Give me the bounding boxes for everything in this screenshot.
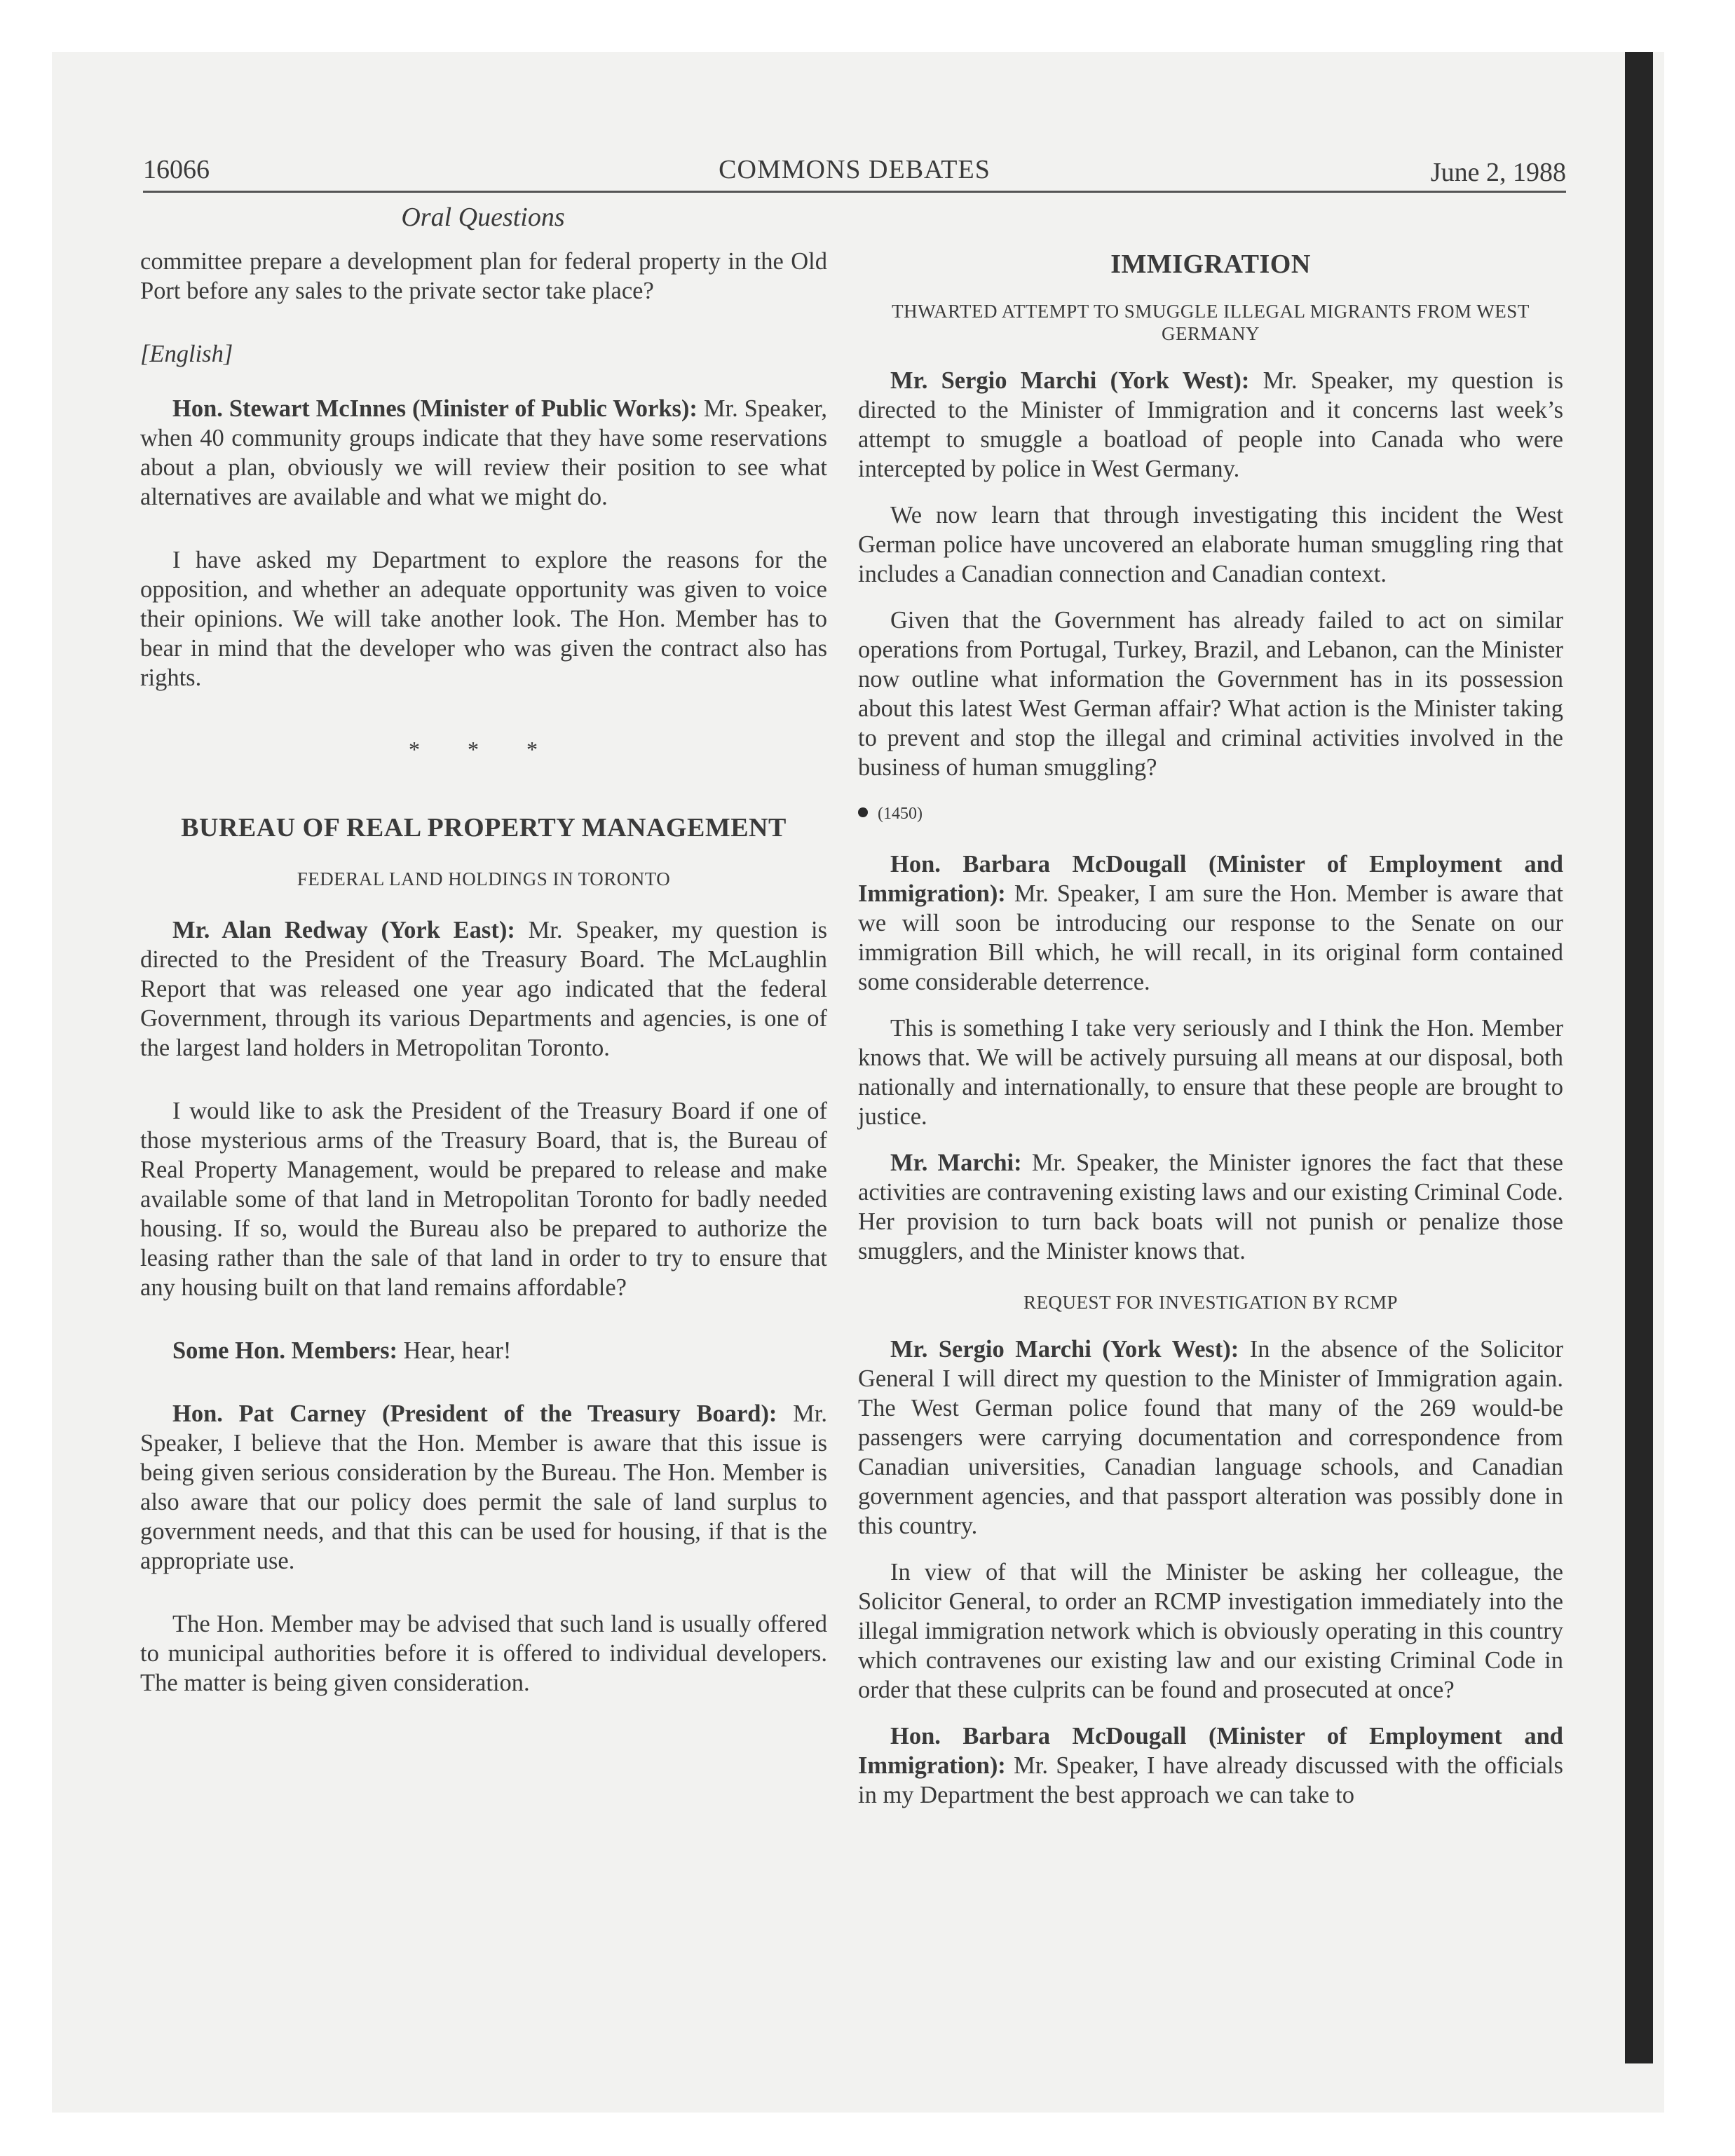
page-header [143, 151, 1566, 193]
speech-paragraph [140, 1399, 827, 1576]
speech-text: Mr. Speaker, my question is directed to the Minister of Immigration and it concerns last week’s attempt to smuggle a boatload of people into Canada who were intercepted by police in West Germany. [858, 367, 1564, 482]
section-label: Oral Questions [401, 203, 565, 232]
speech-paragraph [858, 366, 1563, 484]
section-heading: IMMIGRATION [1110, 250, 1311, 279]
right-column [858, 247, 1563, 1810]
left-column [140, 247, 827, 1698]
speech-text: Mr. Speaker, my question is directed to the President of the Treasury Board. The McLaughlin Report that was released one year ago indicated that the federal Government, through its various Departments and agencies, is one of the largest land holders in Metropolitan Toronto. [140, 917, 828, 1061]
speech-paragraph [140, 1336, 827, 1365]
paragraph: This is something I take very seriously and I think the Hon. Member knows that. We will be actively pursuing all means at our disposal, both nationally and internationally, to ensure that these people are brought to justice. [858, 1015, 1563, 1130]
speaker-name: Mr. Sergio Marchi (York West): [890, 1336, 1239, 1363]
speaker-name: Mr. Alan Redway (York East): [172, 917, 515, 943]
speech-paragraph [140, 915, 827, 1063]
speaker-name: Hon. Barbara McDougall (Minister of Employment and Immigration): [858, 851, 1563, 907]
speech-paragraph [140, 394, 827, 512]
section-heading: BUREAU OF REAL PROPERTY MANAGEMENT [181, 813, 787, 842]
paragraph: committee prepare a development plan for federal property in the Old Port before any sales to the private sector take place? [140, 248, 827, 304]
speech-paragraph [858, 1335, 1563, 1541]
speaker-name: Hon. Pat Carney (President of the Treasury Board): [172, 1400, 777, 1427]
speaker-name: Hon. Stewart McInnes (Minister of Public Works): [172, 395, 698, 422]
time-marker [858, 799, 1563, 828]
speech-text: Mr. Speaker, I am sure the Hon. Member is aware that we will soon be introducing our response to the Senate on our immigration Bill which, he will recall, in its original form contained some considerable deterrence. [858, 880, 1563, 995]
language-tag: [English] [140, 341, 233, 367]
speech-text: Mr. Speaker, I believe that the Hon. Member is aware that this issue is being given serious consideration by the Bureau. The Hon. Member is also aware that our policy does permit the sale of land surplus to government needs, and that this can be used for housing, if that is the appropriate use. [140, 1400, 827, 1574]
speaker-name: Mr. Sergio Marchi (York West): [890, 367, 1250, 394]
paragraph: The Hon. Member may be advised that such land is usually offered to municipal authorities before it is offered to individual developers. The matter is being given consideration. [140, 1611, 827, 1696]
binding-edge [1625, 52, 1653, 2063]
time-mark-text: (1450) [878, 805, 923, 823]
bullet-icon [858, 807, 868, 817]
page-date: June 2, 1988 [1430, 158, 1566, 187]
section-subheading: THWARTED ATTEMPT TO SMUGGLE ILLEGAL MIGRANTS FROM WEST GERMANY [892, 301, 1530, 344]
paragraph: We now learn that through investigating this incident the West German police have uncovered an elaborate human smuggling ring that includes a Canadian connection and Canadian context. [858, 502, 1563, 587]
page-number: 16066 [143, 155, 210, 184]
section-separator: * * * [409, 737, 559, 762]
speech-text: Mr. Speaker, I have already discussed with the officials in my Department the best approach we can take to [858, 1752, 1563, 1808]
paragraph: Given that the Government has already failed to act on similar operations from Portugal, Turkey, Brazil, and Lebanon, can the Minister now outline what information the Government has in its possession about this latest West German affair? What action is the Minister taking to prevent and stop the illegal and criminal activities involved in the business of human smuggling? [858, 607, 1563, 781]
paragraph: I would like to ask the President of the Treasury Board if one of those mysterious arms of the Treasury Board, that is, the Bureau of Real Property Management, would be prepared to release and make available some of that land in Metropolitan Toronto for badly needed housing. If so, would the Bureau also be prepared to authorize the leasing rather than the sale of that land in order to try to ensure that any housing built on that land remains affordable? [140, 1098, 827, 1301]
paragraph: I have asked my Department to explore the reasons for the opposition, and whether an adequate opportunity was given to voice their opinions. We will take another look. The Hon. Member has to bear in mind that the developer who was given the contract also has rights. [140, 547, 827, 691]
section-subheading: REQUEST FOR INVESTIGATION BY RCMP [1023, 1292, 1399, 1313]
speech-paragraph [858, 1721, 1563, 1810]
speaker-name: Some Hon. Members: [172, 1337, 397, 1364]
paragraph: In view of that will the Minister be asking her colleague, the Solicitor General, to order an RCMP investigation immediately into the illegal immigration network which is obviously operating in this country which contravenes our existing law and our existing Criminal Code in order that these culprits can be found and prosecuted at once? [858, 1559, 1563, 1703]
publication-title: COMMONS DEBATES [719, 155, 991, 184]
section-subheading: FEDERAL LAND HOLDINGS IN TORONTO [297, 868, 671, 889]
speaker-name: Hon. Barbara McDougall (Minister of Employment and Immigration): [858, 1723, 1563, 1779]
speech-paragraph [858, 1148, 1563, 1266]
speech-text: Mr. Speaker, the Minister ignores the fact that these activities are contravening existing laws and our existing Criminal Code. Her provision to turn back boats will not punish or penalize those smugglers, and the Minister knows that. [858, 1149, 1564, 1264]
speech-paragraph [858, 850, 1563, 997]
speech-text: Hear, hear! [397, 1337, 512, 1364]
speech-text: In the absence of the Solicitor General I will direct my question to the Minister of Immigration again. The West German police found that many of the 269 would-be passengers were carrying documentation and correspondence from Canadian universities, Canadian language schools, and Canadian government agencies, and that passport alteration was possibly done in this country. [858, 1336, 1564, 1539]
speech-text: Mr. Speaker, when 40 community groups indicate that they have some reservations about a plan, obviously we will review their position to see what alternatives are available and what we might do. [140, 395, 828, 510]
speaker-name: Mr. Marchi: [890, 1149, 1022, 1176]
